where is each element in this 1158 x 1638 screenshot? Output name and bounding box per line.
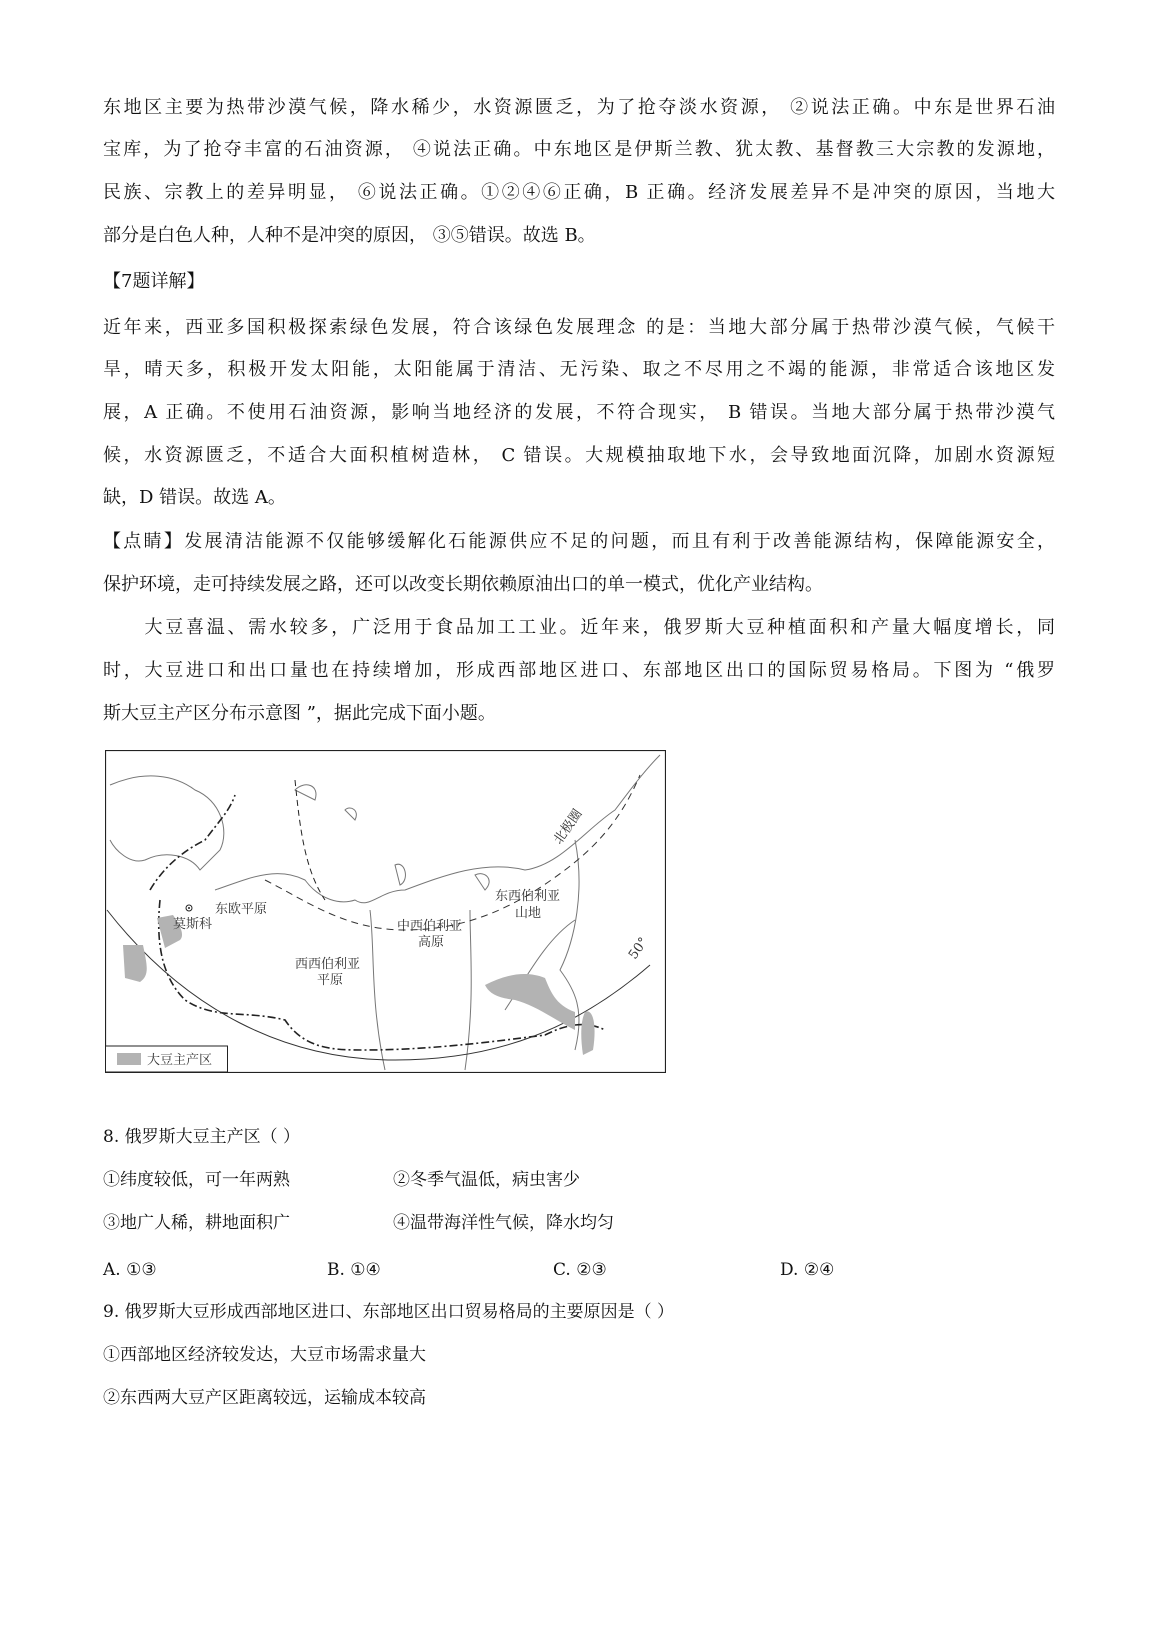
option-d[interactable]: D. ②④ bbox=[780, 1260, 835, 1280]
text-line: 展，A 正确。不使用石油资源，影响当地经济的发展，不符合现实， B 错误。当地大部分属于热带沙漠气 bbox=[103, 402, 1055, 423]
label-east-europe-plain: 东欧平原 bbox=[215, 902, 268, 917]
question-stem: 9. 俄罗斯大豆形成西部地区进口、东部地区出口贸易格局的主要原因是（ ） bbox=[103, 1302, 675, 1322]
russia-soybean-map bbox=[105, 750, 666, 1073]
soybean-area-west-2 bbox=[123, 945, 147, 982]
text-line: 候，水资源匮乏，不适合大面积植树造林， C 错误。大规模抽取地下水，会导致地面沉降，加剧水资源短 bbox=[103, 445, 1055, 466]
label-central-siberia-plateau: 中西伯利亚 bbox=[397, 919, 463, 934]
legend-swatch bbox=[117, 1053, 141, 1065]
label-central-siberia-plateau-2: 高原 bbox=[418, 935, 445, 950]
text-line: 【点睛】发展清洁能源不仅能够缓解化石能源供应不足的问题，而且有利于改善能源结构，保障能源安全， bbox=[103, 531, 1055, 552]
label-moscow: 莫斯科 bbox=[173, 917, 213, 932]
label-west-siberia-plain: 西西伯利亚 bbox=[295, 957, 361, 972]
section-heading-7: 【7题详解】 bbox=[103, 271, 205, 292]
statement: ②冬季气温低，病虫害少 bbox=[393, 1170, 580, 1190]
label-east-siberia-mountains: 东西伯利亚 bbox=[495, 889, 561, 904]
text-line: 旱，晴天多，积极开发太阳能，太阳能属于清洁、无污染、取之不尽用之不竭的能源，非常适合该地区发 bbox=[103, 359, 1055, 380]
soybean-area-east-2 bbox=[581, 1011, 594, 1055]
text-line: 民族、宗教上的差异明显， ⑥说法正确。①②④⑥正确，B 正确。经济发展差异不是冲突的原因，当地大 bbox=[103, 182, 1055, 203]
text-line: 部分是白色人种，人种不是冲突的原因， ③⑤错误。故选 B。 bbox=[103, 225, 596, 246]
label-latitude-50: 50° bbox=[625, 934, 652, 963]
text-line: 保护环境，走可持续发展之路，还可以改变长期依赖原油出口的单一模式，优化产业结构。 bbox=[103, 574, 823, 595]
legend-label: 大豆主产区 bbox=[147, 1053, 213, 1068]
question-stem: 8. 俄罗斯大豆主产区（ ） bbox=[103, 1127, 301, 1147]
text-line: 东地区主要为热带沙漠气候，降水稀少，水资源匮乏，为了抢夺淡水资源， ②说法正确。中东是世界石油 bbox=[103, 97, 1055, 118]
statement: ①西部地区经济较发达，大豆市场需求量大 bbox=[103, 1345, 426, 1365]
statement: ③地广人稀，耕地面积广 bbox=[103, 1213, 290, 1233]
statement: ④温带海洋性气候，降水均匀 bbox=[393, 1213, 614, 1233]
text-line: 时，大豆进口和出口量也在持续增加，形成西部地区进口、东部地区出口的国际贸易格局。下图为 “俄罗 bbox=[103, 660, 1055, 681]
text-line: 宝库，为了抢夺丰富的石油资源， ④说法正确。中东地区是伊斯兰教、犹太教、基督教三大宗教的发源地， bbox=[103, 139, 1055, 160]
label-east-siberia-mountains-2: 山地 bbox=[515, 906, 542, 921]
label-arctic-circle: 北极圈 bbox=[550, 806, 586, 848]
label-west-siberia-plain-2: 平原 bbox=[317, 973, 344, 988]
text-line: 斯大豆主产区分布示意图 ”，据此完成下面小题。 bbox=[103, 703, 496, 724]
text-line: 近年来，西亚多国积极探索绿色发展，符合该绿色发展理念 的是：当地大部分属于热带沙漠气候，气候干 bbox=[103, 317, 1055, 338]
option-c[interactable]: C. ②③ bbox=[553, 1260, 607, 1280]
option-b[interactable]: B. ①④ bbox=[327, 1260, 381, 1280]
text-line: 大豆喜温、需水较多，广泛用于食品加工工业。近年来，俄罗斯大豆种植面积和产量大幅度增长，同 bbox=[103, 617, 1055, 638]
text-line: 缺，D 错误。故选 A。 bbox=[103, 487, 286, 508]
option-a[interactable]: A. ①③ bbox=[103, 1260, 157, 1280]
statement: ①纬度较低，可一年两熟 bbox=[103, 1170, 290, 1190]
statement: ②东西两大豆产区距离较远，运输成本较高 bbox=[103, 1388, 426, 1408]
